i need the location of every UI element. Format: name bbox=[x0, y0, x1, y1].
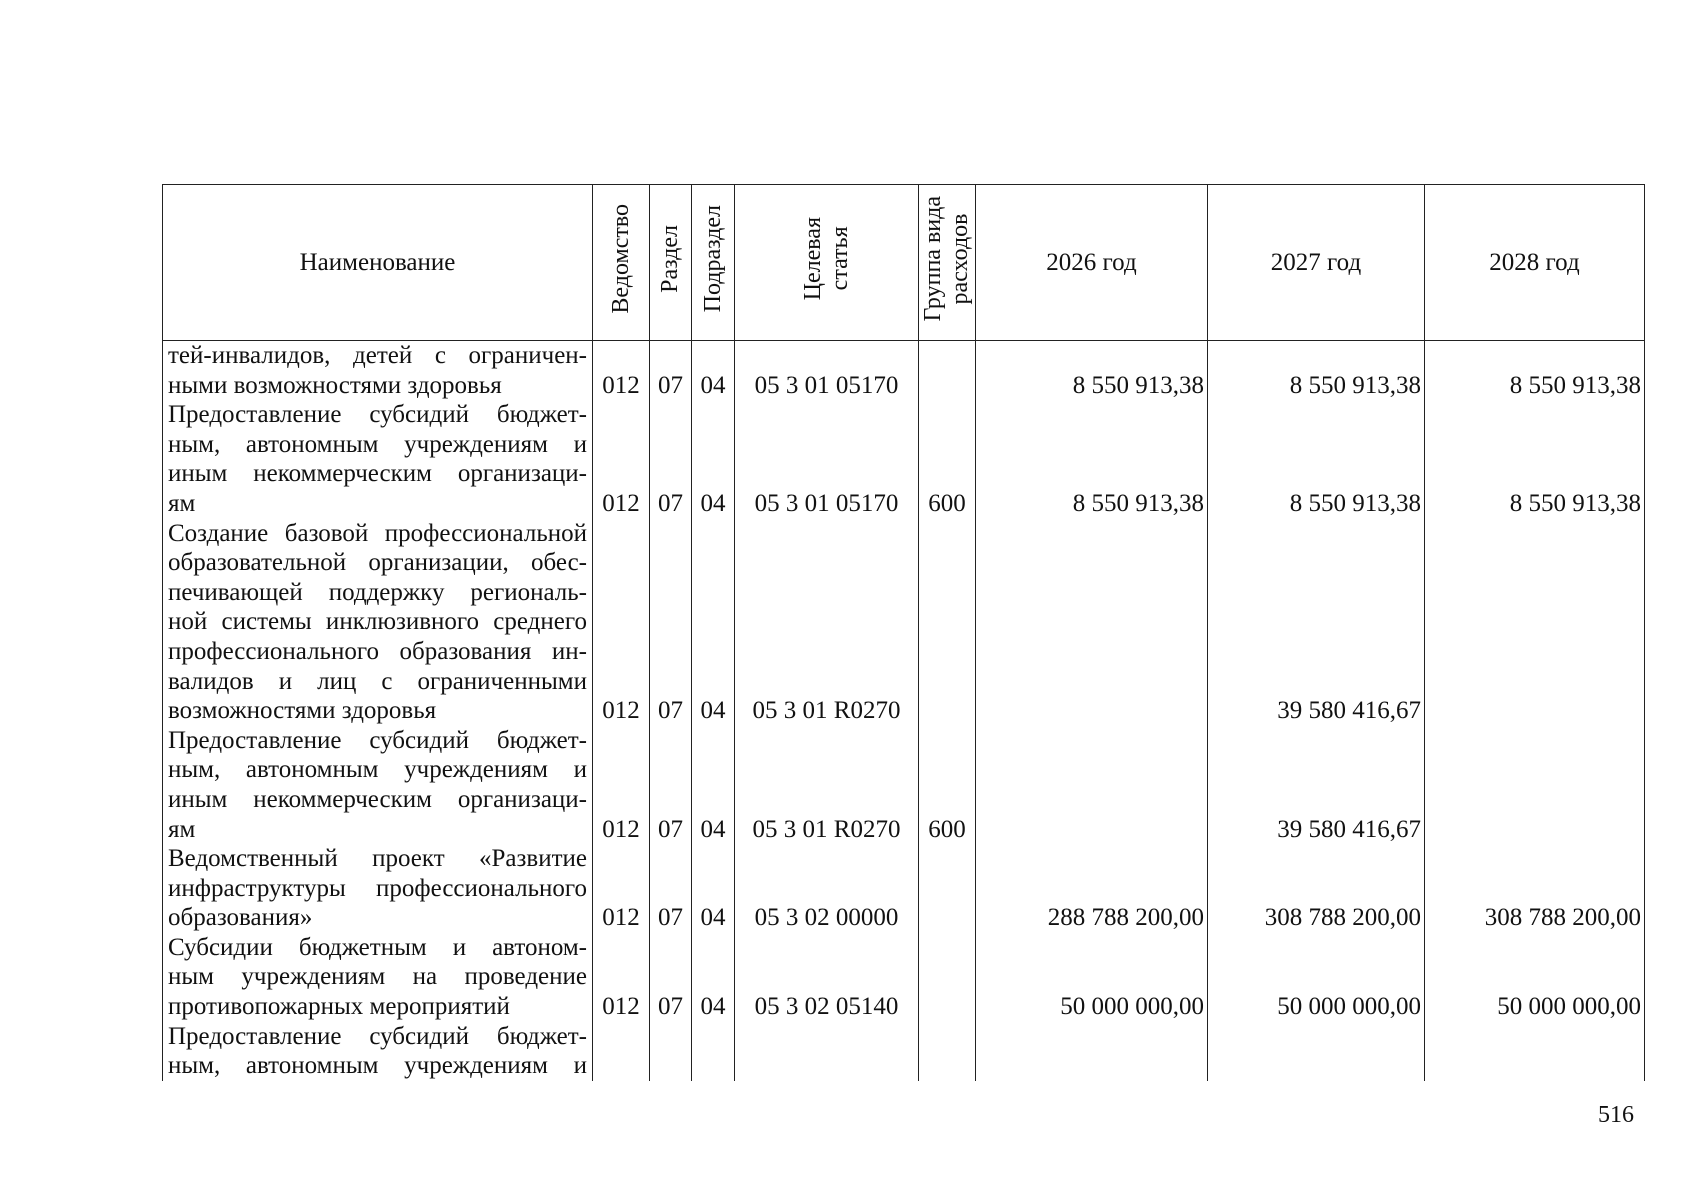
amount-2026-cell bbox=[976, 1022, 1208, 1081]
department-cell: 012 bbox=[593, 400, 650, 518]
name-line: ным, автономным учреждениям и bbox=[168, 1052, 587, 1080]
name-line: Субсидии бюджетным и автоном- bbox=[168, 933, 587, 961]
name-cell bbox=[163, 933, 593, 1022]
subsection-cell: 04 bbox=[692, 844, 735, 933]
amount-2026-cell: 50 000 000,00 bbox=[976, 933, 1208, 1022]
name-line: иным некоммерческим организаци- bbox=[168, 785, 587, 813]
target-article-cell: 05 3 01 R0270 bbox=[735, 519, 919, 726]
amount-2028-cell: 308 788 200,00 bbox=[1425, 844, 1645, 933]
amount-2026-cell: 8 550 913,38 bbox=[976, 400, 1208, 518]
name-line: иным некоммерческим организаци- bbox=[168, 460, 587, 488]
name-line: ям bbox=[168, 489, 196, 517]
department-cell: 012 bbox=[593, 933, 650, 1022]
name-line: тей-инвалидов, детей с ограничен- bbox=[168, 342, 587, 369]
name-line: профессионального образования ин- bbox=[168, 637, 587, 665]
name-line: Предоставление субсидий бюджет- bbox=[168, 726, 587, 754]
name-cell bbox=[163, 1022, 593, 1081]
expense-group-cell: 600 bbox=[919, 400, 976, 518]
subsection-cell: 04 bbox=[692, 341, 735, 401]
amount-2028-cell bbox=[1425, 1022, 1645, 1081]
name-line: Предоставление субсидий бюджет- bbox=[168, 1022, 587, 1050]
amount-2027-cell: 50 000 000,00 bbox=[1208, 933, 1425, 1022]
name-line: ными возможностями здоровья bbox=[168, 371, 502, 399]
name-cell bbox=[163, 844, 593, 933]
name-line: Ведомственный проект «Развитие bbox=[168, 845, 587, 873]
amount-2028-cell: 8 550 913,38 bbox=[1425, 341, 1645, 401]
target-article-cell: 05 3 01 05170 bbox=[735, 400, 919, 518]
header-subsection: Подраздел bbox=[692, 185, 735, 341]
section-cell: 07 bbox=[650, 933, 692, 1022]
name-line: Создание базовой профессиональной bbox=[168, 519, 587, 547]
page-number: 516 bbox=[1598, 1102, 1634, 1128]
header-2026: 2026 год bbox=[976, 185, 1208, 341]
amount-2027-cell: 308 788 200,00 bbox=[1208, 844, 1425, 933]
amount-2027-cell bbox=[1208, 1022, 1425, 1081]
target-article-cell: 05 3 01 05170 bbox=[735, 341, 919, 401]
amount-2027-cell: 8 550 913,38 bbox=[1208, 400, 1425, 518]
amount-2026-cell: 288 788 200,00 bbox=[976, 844, 1208, 933]
name-line: инфраструктуры профессионального bbox=[168, 874, 587, 902]
name-line: ным учреждениям на проведение bbox=[168, 963, 587, 991]
name-cell bbox=[163, 400, 593, 518]
budget-table bbox=[162, 184, 1645, 1081]
subsection-cell: 04 bbox=[692, 726, 735, 844]
name-cell bbox=[163, 726, 593, 844]
amount-2027-cell: 8 550 913,38 bbox=[1208, 341, 1425, 401]
table-row bbox=[163, 1022, 1645, 1081]
expense-group-cell bbox=[919, 519, 976, 726]
department-cell bbox=[593, 1022, 650, 1081]
amount-2027-cell: 39 580 416,67 bbox=[1208, 519, 1425, 726]
amount-2028-cell: 8 550 913,38 bbox=[1425, 400, 1645, 518]
header-2028: 2028 год bbox=[1425, 185, 1645, 341]
amount-2026-cell bbox=[976, 726, 1208, 844]
table-row bbox=[163, 726, 1645, 844]
name-line: образования» bbox=[168, 904, 313, 932]
amount-2026-cell bbox=[976, 519, 1208, 726]
department-cell: 012 bbox=[593, 844, 650, 933]
target-article-cell: 05 3 02 00000 bbox=[735, 844, 919, 933]
subsection-cell: 04 bbox=[692, 519, 735, 726]
amount-2028-cell: 50 000 000,00 bbox=[1425, 933, 1645, 1022]
header-section: Раздел bbox=[650, 185, 692, 341]
table-row bbox=[163, 933, 1645, 1022]
subsection-cell: 04 bbox=[692, 400, 735, 518]
header-department: Ведомство bbox=[593, 185, 650, 341]
expense-group-cell: 600 bbox=[919, 726, 976, 844]
target-article-cell: 05 3 02 05140 bbox=[735, 933, 919, 1022]
department-cell: 012 bbox=[593, 341, 650, 401]
subsection-cell bbox=[692, 1022, 735, 1081]
name-line: противопожарных мероприятий bbox=[168, 993, 510, 1021]
name-line: образовательной организации, обес- bbox=[168, 549, 587, 577]
name-cell bbox=[163, 341, 593, 401]
header-name: Наименование bbox=[163, 185, 593, 341]
table-body bbox=[163, 341, 1645, 1081]
table-row bbox=[163, 341, 1645, 401]
name-line: печивающей поддержку региональ- bbox=[168, 578, 587, 606]
table-row bbox=[163, 400, 1645, 518]
header-expense-group: Группа вида расходов bbox=[919, 185, 976, 341]
department-cell: 012 bbox=[593, 519, 650, 726]
expense-group-cell bbox=[919, 933, 976, 1022]
section-cell: 07 bbox=[650, 726, 692, 844]
expense-group-cell bbox=[919, 844, 976, 933]
section-cell: 07 bbox=[650, 844, 692, 933]
department-cell: 012 bbox=[593, 726, 650, 844]
name-line: валидов и лиц с ограниченными bbox=[168, 667, 587, 695]
table-row bbox=[163, 519, 1645, 726]
amount-2028-cell bbox=[1425, 726, 1645, 844]
name-line: ным, автономным учреждениям и bbox=[168, 756, 587, 784]
amount-2028-cell bbox=[1425, 519, 1645, 726]
name-line: возможностями здоровья bbox=[168, 697, 437, 725]
section-cell bbox=[650, 1022, 692, 1081]
budget-table-wrapper bbox=[162, 184, 1645, 1081]
section-cell: 07 bbox=[650, 341, 692, 401]
expense-group-cell bbox=[919, 1022, 976, 1081]
name-line: ям bbox=[168, 815, 196, 843]
header-2027: 2027 год bbox=[1208, 185, 1425, 341]
target-article-cell: 05 3 01 R0270 bbox=[735, 726, 919, 844]
header-target-article: Целевая статья bbox=[735, 185, 919, 341]
header-row bbox=[163, 185, 1645, 341]
table-row bbox=[163, 844, 1645, 933]
name-line: ной системы инклюзивного среднего bbox=[168, 608, 587, 636]
name-line: ным, автономным учреждениям и bbox=[168, 430, 587, 458]
target-article-cell bbox=[735, 1022, 919, 1081]
name-cell bbox=[163, 519, 593, 726]
section-cell: 07 bbox=[650, 519, 692, 726]
subsection-cell: 04 bbox=[692, 933, 735, 1022]
amount-2026-cell: 8 550 913,38 bbox=[976, 341, 1208, 401]
amount-2027-cell: 39 580 416,67 bbox=[1208, 726, 1425, 844]
name-line: Предоставление субсидий бюджет- bbox=[168, 401, 587, 429]
expense-group-cell bbox=[919, 341, 976, 401]
section-cell: 07 bbox=[650, 400, 692, 518]
